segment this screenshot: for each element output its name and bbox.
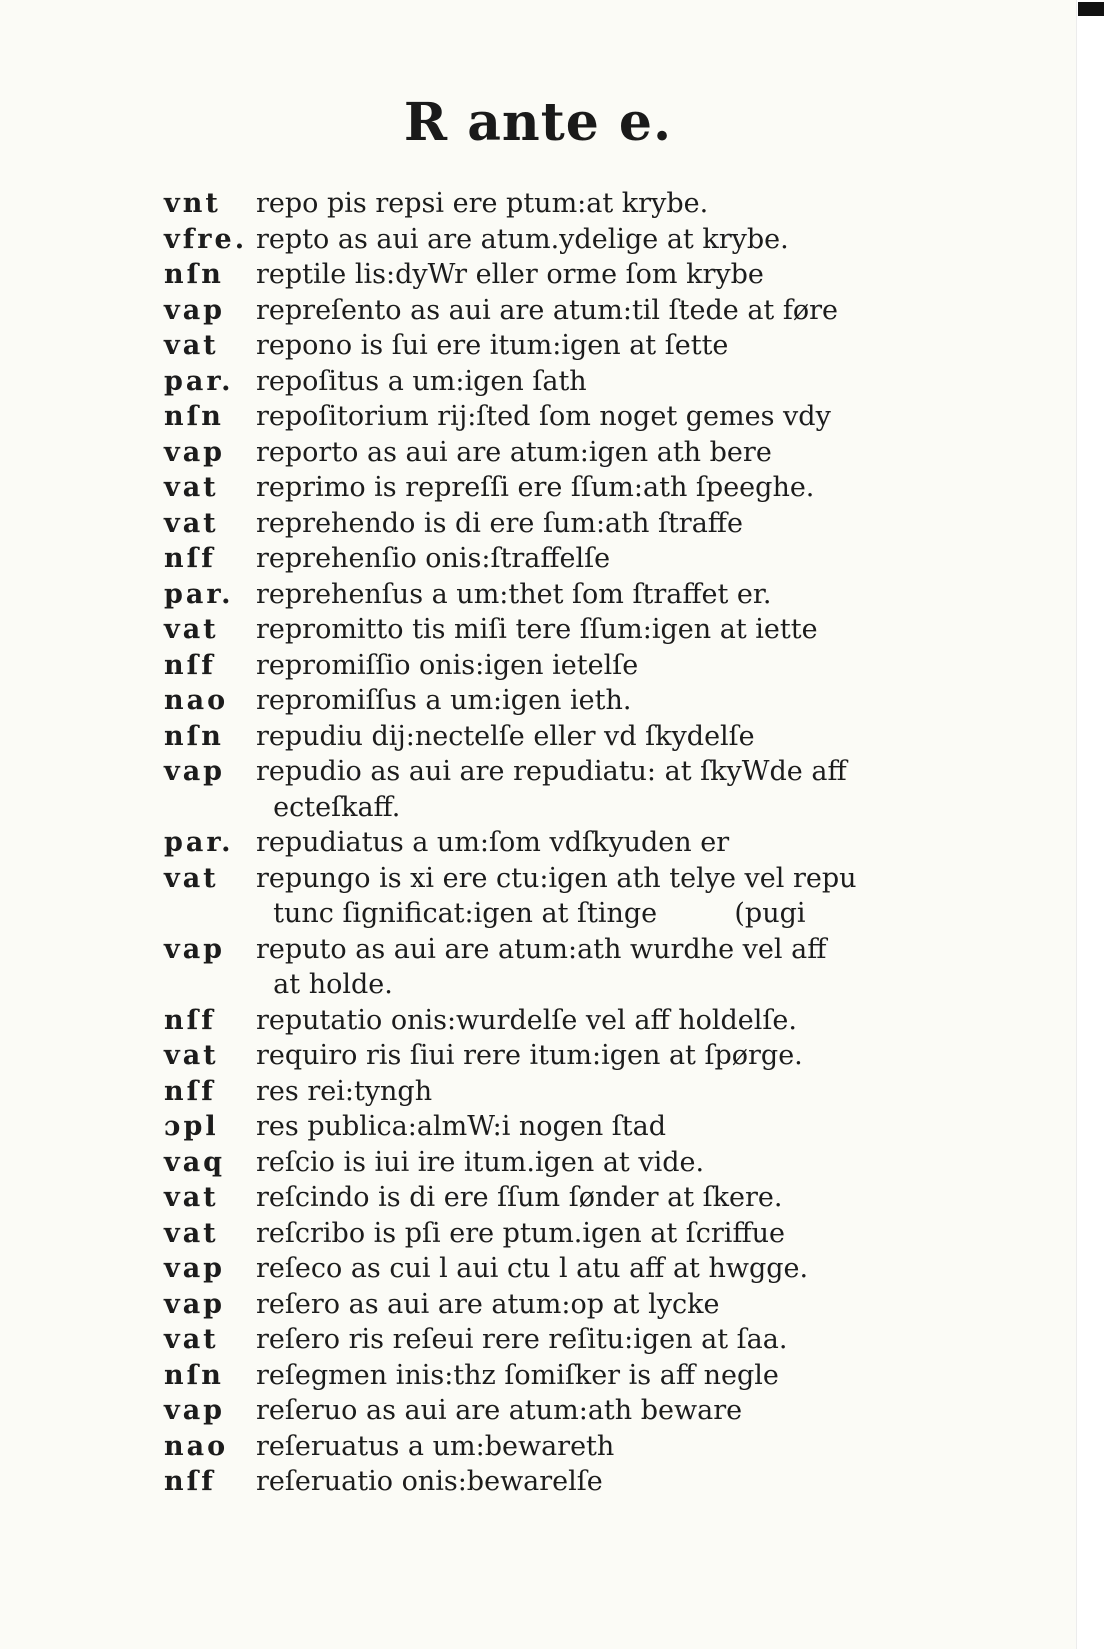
entry-code: vat: [164, 1182, 219, 1213]
entry-text: repungo is xi ere ctu:igen ath telye vel repu tunc ſignificat:igen at ſtinge (pugi: [256, 862, 857, 929]
entry-code: vap: [164, 756, 226, 787]
entry-text: repono is ſui ere itum:igen at ſette: [256, 330, 729, 361]
dictionary-entry: [164, 470, 944, 506]
entry-code: par.: [164, 365, 234, 397]
entry-text: repudiatus a um:ſom vdſkyuden er: [256, 827, 730, 858]
dictionary-entry: [164, 222, 944, 258]
entry-code: vat: [164, 472, 219, 503]
dictionary-entry: [164, 648, 944, 684]
entry-code: vfre.: [164, 223, 248, 255]
dictionary-entry: [164, 577, 944, 613]
entry-code: nſf: [164, 1075, 216, 1107]
entry-code: vat: [164, 862, 219, 894]
entry-list: [164, 186, 944, 1500]
entry-text: requiro ris ſiui rere itum:igen at ſpørge.: [256, 1040, 803, 1071]
entry-text: reprehendo is di ere ſum:ath ſtraffe: [256, 507, 743, 539]
entry-code: vap: [164, 1253, 226, 1284]
dictionary-entry: [164, 1287, 944, 1323]
dictionary-entry: [164, 257, 944, 293]
dictionary-entry: [164, 861, 944, 932]
entry-text: res publica:almW:i nogen ſtad: [256, 1111, 667, 1142]
entry-text: repoſitus a um:igen ſath: [256, 365, 587, 397]
entry-text: reſcindo is di ere ſſum ſønder at ſkere.: [256, 1182, 783, 1213]
scan-edge: [1076, 0, 1104, 1649]
dictionary-entry: [164, 1109, 944, 1145]
entry-text: reptile lis:dyWr eller orme ſom krybe: [256, 259, 764, 290]
dictionary-entry: [164, 932, 944, 1003]
entry-code: nſf: [164, 1466, 216, 1497]
entry-code: vap: [164, 436, 226, 468]
entry-text: reputo as aui are atum:ath wurdhe vel aff at holde.: [256, 933, 827, 1000]
entry-text: reprehenſio onis:ſtraffelſe: [256, 543, 611, 574]
dictionary-entry: [164, 1322, 944, 1358]
entry-text: reputatio onis:wurdelſe vel aff holdelſe.: [256, 1004, 797, 1036]
entry-code: vat: [164, 507, 219, 539]
dictionary-entry: [164, 328, 944, 364]
entry-code: nſf: [164, 649, 216, 681]
entry-text: reſeruatio onis:bewarelſe: [256, 1466, 603, 1497]
page-title: R ante e.: [403, 92, 673, 153]
entry-text: reſero ris reſeui rere reſitu:igen at ſaa.: [256, 1324, 788, 1355]
entry-text: reprimo is repreſſi ere ſſum:ath ſpeeghe.: [256, 472, 815, 503]
dictionary-entry: [164, 1003, 944, 1039]
entry-code: ɔpl: [164, 1111, 219, 1142]
entry-text: reſeco as cui l aui ctu l atu aff at hwgge.: [256, 1253, 809, 1284]
entry-code: vap: [164, 1288, 226, 1320]
entry-code: nſf: [164, 1004, 216, 1036]
dictionary-entry: [164, 1358, 944, 1394]
dictionary-entry: [164, 683, 944, 719]
dictionary-entry: [164, 1038, 944, 1074]
dictionary-entry: [164, 1429, 944, 1465]
entry-code: vat: [164, 1040, 219, 1071]
entry-text: repromitto tis miſi tere ſſum:igen at iette: [256, 614, 818, 645]
entry-code: vat: [164, 1324, 219, 1355]
entry-text: repreſento as aui are atum:til ſtede at føre: [256, 294, 838, 326]
dictionary-entry: [164, 1251, 944, 1287]
entry-text: reſeruatus a um:bewareth: [256, 1430, 615, 1462]
entry-code: vaq: [164, 1146, 226, 1178]
entry-text: repromiſſio onis:igen ietelſe: [256, 649, 639, 681]
entry-text: reprehenſus a um:thet ſom ſtraffet er.: [256, 578, 772, 610]
entry-text: repudio as aui are repudiatu: at ſkyWde aff ecteſkaff.: [256, 756, 847, 823]
dictionary-entry: [164, 1464, 944, 1500]
entry-code: vat: [164, 330, 219, 361]
entry-text: reſcio is iui ire itum.igen at vide.: [256, 1146, 705, 1178]
entry-code: nſf: [164, 543, 216, 574]
entry-code: vap: [164, 933, 226, 965]
entry-text: reſeruo as aui are atum:ath beware: [256, 1395, 743, 1426]
entry-text: res rei:tyngh: [256, 1075, 433, 1107]
entry-code: nſn: [164, 401, 224, 432]
dictionary-entry: [164, 1216, 944, 1252]
dictionary-entry: [164, 541, 944, 577]
entry-text: reporto as aui are atum:igen ath bere: [256, 436, 772, 468]
dictionary-entry: [164, 506, 944, 542]
entry-code: nſn: [164, 720, 224, 752]
entry-code: nao: [164, 1430, 229, 1462]
entry-code: par.: [164, 827, 234, 858]
dictionary-entry: [164, 754, 944, 825]
entry-code: vnt: [164, 188, 221, 219]
dictionary-entry: [164, 1393, 944, 1429]
dictionary-entry: [164, 612, 944, 648]
dictionary-entry: [164, 1074, 944, 1110]
entry-code: vat: [164, 1217, 219, 1249]
entry-code: par.: [164, 578, 234, 610]
dictionary-entry: [164, 1145, 944, 1181]
entry-code: vat: [164, 614, 219, 645]
entry-code: vap: [164, 294, 226, 326]
dictionary-entry: [164, 719, 944, 755]
dictionary-entry: [164, 825, 944, 861]
entry-code: vap: [164, 1395, 226, 1426]
entry-text: repto as aui are atum.ydelige at krybe.: [256, 223, 789, 255]
dictionary-entry: [164, 435, 944, 471]
entry-text: repoſitorium rij:ſted ſom noget gemes vdy: [256, 401, 831, 432]
entry-text: reſegmen inis:thz ſomiſker is aff negle: [256, 1359, 779, 1391]
entry-text: repo pis repsi ere ptum:at krybe.: [256, 188, 709, 219]
entry-code: nao: [164, 685, 229, 716]
dictionary-entry: [164, 186, 944, 222]
dictionary-entry: [164, 293, 944, 329]
dictionary-entry: [164, 364, 944, 400]
entry-code: nſn: [164, 259, 224, 290]
entry-text: repudiu dij:nectelſe eller vd ſkydelſe: [256, 720, 755, 752]
dictionary-entry: [164, 399, 944, 435]
entry-code: nſn: [164, 1359, 224, 1391]
entry-text: reſero as aui are atum:op at lycke: [256, 1288, 720, 1320]
dictionary-entry: [164, 1180, 944, 1216]
entry-text: reſcribo is pſi ere ptum.igen at ſcriffue: [256, 1217, 785, 1249]
entry-text: repromiſſus a um:igen ieth.: [256, 685, 632, 716]
scan-edge-mark: [1078, 2, 1104, 16]
